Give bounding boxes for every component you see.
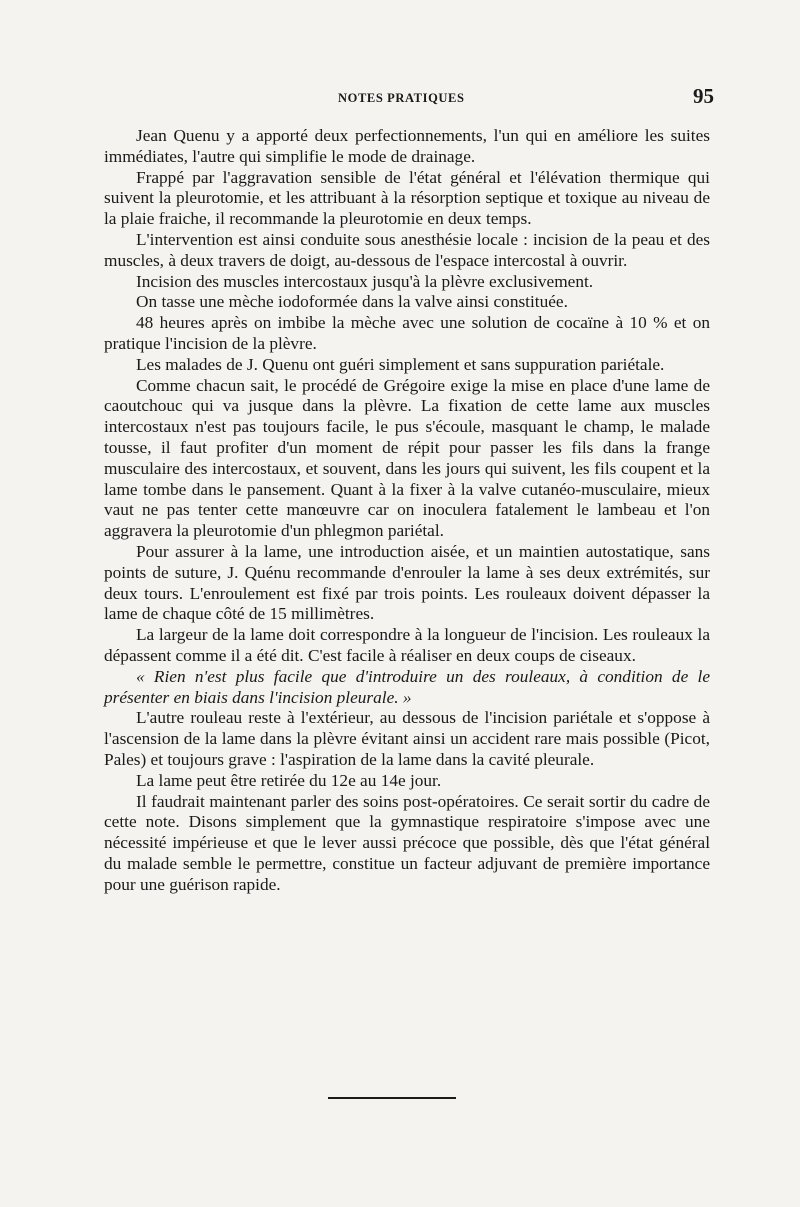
paragraph-local-anesthesia: L'intervention est ainsi conduite sous anesthésie locale : incision de la peau et des muscles, à deux travers de doigt, au-dessous de l'espace intercostal à ouvrir. (104, 229, 710, 270)
paragraph-intercostal-incision: Incision des muscles intercostaux jusqu'à la plèvre exclusivement. (136, 271, 594, 291)
paragraph-postoperative-care: Il faudrait maintenant parler des soins post-opératoires. Ce serait sortir du cadre de cette note. Disons simplement que la gymnastique respiratoire s'impose avec une nécessité impérieuse et que le lever aussi précoce que possible, dès que l'état général du malade semble le permettre, constitue un facteur adjuvant de première importance pour une guérison rapide. (104, 791, 710, 894)
paragraph-outer-roll: L'autre rouleau reste à l'extérieur, au dessous de l'incision pariétale et s'oppose à l'ascension de la lame dans la plèvre évitant ainsi un accident rare mais possible (Picot, Pales) et toujours grave : l'aspiration de la lame dans la cavité pleurale. (104, 708, 710, 769)
running-title: NOTES PRATIQUES (338, 91, 465, 105)
paragraph-iodoform-wick: On tasse une mèche iodoformée dans la valve ainsi constituée. (136, 292, 568, 312)
article-body (104, 126, 710, 895)
paragraph-rolling-the-blade: Pour assurer à la lame, une introduction aisée, et un maintien autostatique, sans points de suture, J. Quénu recommande d'enrouler la lame à ses deux extrémités, sur deux tours. L'enroulement est fixé par trois points. Les rouleaux doivent dépasser la lame de chaque côté de 15 millimètres. (104, 541, 710, 624)
paragraph-two-stage-pleurotomy: Frappé par l'aggravation sensible de l'état général et l'élévation thermique qui suivent la pleurotomie, et les attribuant à la résorption septique et toxique au niveau de la plaie fraiche, il recommande la pleurotomie en deux temps. (104, 167, 710, 229)
end-of-article-rule (328, 1097, 456, 1099)
paragraph-blade-width: La largeur de la lame doit correspondre à la longueur de l'incision. Les rouleaux la dépassent comme il a été dit. C'est facile à réaliser en deux coups de ciseaux. (104, 625, 710, 665)
paragraph-outcome: Les malades de J. Quenu ont guéri simplement et sans suppuration pariétale. (136, 354, 665, 374)
page-number: 95 (693, 84, 714, 108)
paragraph-removal-day: La lame peut être retirée du 12e au 14e jour. (136, 770, 442, 790)
paragraph-gregoire-method: Comme chacun sait, le procédé de Grégoire exige la mise en place d'une lame de caoutchouc qui va jusque dans la plèvre. La fixation de cette lame aux muscles intercostaux n'est pas toujours facile, le pus s'écoule, masquant le champ, le malade tousse, il faut profiter d'un moment de répit pour passer les fils dans la frange musculaire des intercostaux, et souvent, dans les jours qui suivent, les fils coupent et la lame tombe dans le pansement. Quant à la fixer à la valve cutanéo-musculaire, mieux vaut ne pas tenter cette manœuvre car on inoculera fatalement le lambeau et l'on aggravera la pleurotomie d'un phlegmon pariétal. (104, 375, 710, 541)
paragraph-cocaine-step: 48 heures après on imbibe la mèche avec une solution de cocaïne à 10 % et on pratique l'incision de la plèvre. (104, 313, 710, 353)
paragraph-quenu-improvements: Jean Quenu y a apporté deux perfectionnements, l'un qui en améliore les suites immédiates, l'autre qui simplifie le mode de drainage. (104, 126, 710, 166)
paragraph-quote: « Rien n'est plus facile que d'introduire un des rouleaux, à condition de le présenter en biais dans l'incision pleurale. » (104, 666, 710, 707)
page-header (0, 86, 800, 116)
